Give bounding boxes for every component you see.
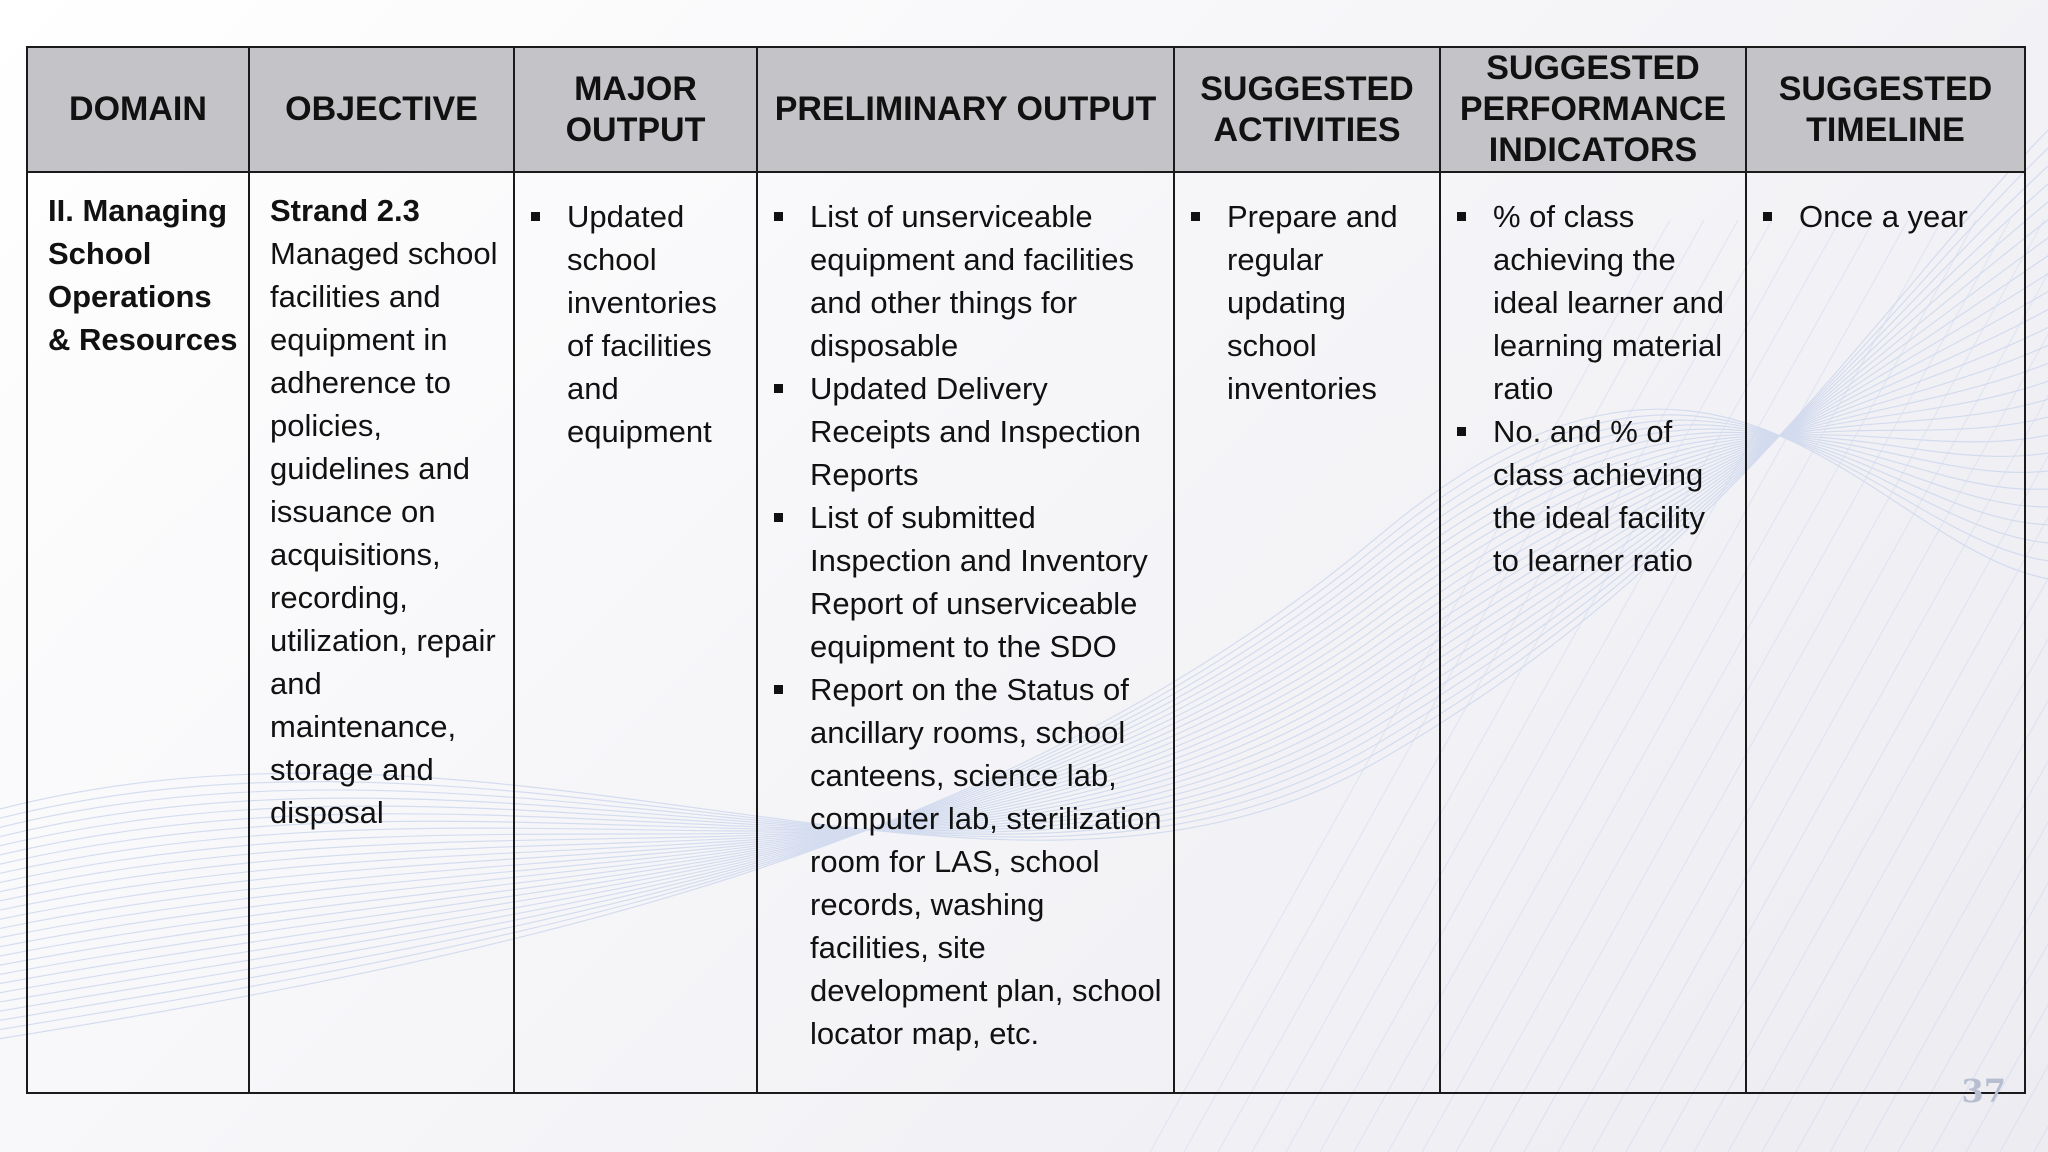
header-preliminary-output: PRELIMINARY OUTPUT	[757, 47, 1174, 172]
suggested-activities-cell	[1174, 172, 1440, 1093]
background-mesh-line	[2034, 220, 2048, 1152]
domain-cell: II. Managing School Operations & Resources	[27, 172, 249, 1093]
suggested-performance-indicators-cell	[1440, 172, 1746, 1093]
list-item: Prepare and regular updating school inventories	[1183, 195, 1431, 410]
header-objective: OBJECTIVE	[249, 47, 514, 172]
list-item: No. and % of class achieving the ideal facility to learner ratio	[1449, 410, 1737, 582]
header-suggested-performance-indicators: SUGGESTED PERFORMANCE INDICATORS	[1440, 47, 1746, 172]
major-output-list	[523, 195, 748, 453]
table-row	[27, 172, 2025, 1093]
list-item: List of submitted Inspection and Inventory Report of unserviceable equipment to the SDO	[766, 496, 1165, 668]
suggested-timeline-cell	[1746, 172, 2025, 1093]
major-output-cell	[514, 172, 757, 1093]
objective-cell	[249, 172, 514, 1093]
preliminary-output-list	[766, 195, 1165, 1055]
header-suggested-timeline: SUGGESTED TIMELINE	[1746, 47, 2025, 172]
list-item: Once a year	[1755, 195, 2016, 238]
header-major-output: MAJOR OUTPUT	[514, 47, 757, 172]
suggested-performance-indicators-list	[1449, 195, 1737, 582]
preliminary-output-cell	[757, 172, 1174, 1093]
suggested-timeline-list	[1755, 195, 2016, 238]
list-item: Report on the Status of ancillary rooms, school canteens, science lab, computer lab, sterilization room for LAS, school records, washing facilities, site development plan, school locator map, etc.	[766, 668, 1165, 1055]
list-item: List of unserviceable equipment and facilities and other things for disposable	[766, 195, 1165, 367]
strand-title: Strand 2.3	[270, 193, 420, 228]
header-suggested-activities: SUGGESTED ACTIVITIES	[1174, 47, 1440, 172]
objective-text: Managed school facilities and equipment in adherence to policies, guidelines and issuance on acquisitions, recording, utilization, repair and maintenance, storage and disposal	[270, 236, 498, 830]
list-item: % of class achieving the ideal learner and learning material ratio	[1449, 195, 1737, 410]
header-domain: DOMAIN	[27, 47, 249, 172]
page-number: 37	[1961, 1072, 2006, 1110]
suggested-activities-list	[1183, 195, 1431, 410]
planning-table	[26, 46, 2026, 1094]
list-item: Updated Delivery Receipts and Inspection Reports	[766, 367, 1165, 496]
list-item: Updated school inventories of facilities and equipment	[523, 195, 748, 453]
table-header-row	[27, 47, 2025, 172]
